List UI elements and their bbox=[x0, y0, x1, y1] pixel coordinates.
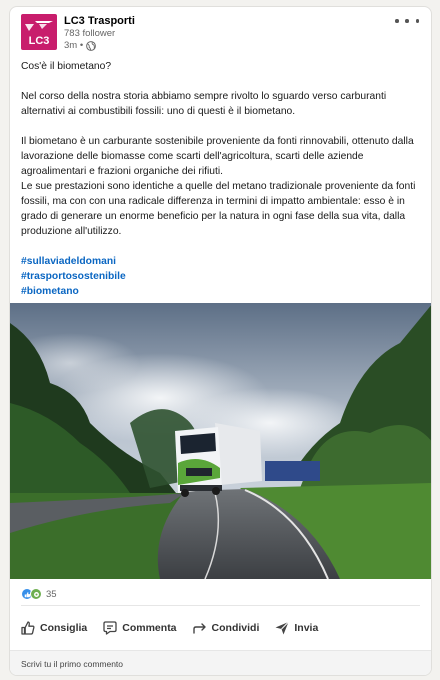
action-bar bbox=[18, 617, 331, 639]
dot-icon bbox=[416, 19, 420, 23]
post-paragraph: Nel corso della nostra storia abbiamo sempre rivolto lo sguardo verso carburanti alternativi ai combustibili fossili: uno di questi è il biometano. bbox=[21, 91, 387, 117]
follower-count: 783 follower bbox=[64, 28, 116, 39]
truck-on-road-photo bbox=[10, 303, 432, 579]
post-question: Cos'è il biometano? bbox=[21, 61, 112, 72]
post-card bbox=[9, 6, 432, 676]
post-body bbox=[21, 59, 421, 299]
lc3-logo-mark bbox=[21, 14, 57, 50]
post-paragraph: Il biometano è un carburante sostenibile proveniente da fonti rinnovabili, ottenuto dalla lavorazione delle biomasse come scarti dell'agricoltura, scarti delle aziende agroalimentari e frazioni organiche dei rifiuti. bbox=[21, 136, 414, 177]
send-label: Invia bbox=[294, 622, 319, 634]
post-meta bbox=[64, 40, 96, 51]
send-plane-icon bbox=[274, 620, 290, 636]
post-header bbox=[21, 14, 421, 54]
logo-lettering: LC3 bbox=[28, 35, 50, 47]
hashtag-link[interactable]: #sullaviadeldomani bbox=[21, 256, 116, 267]
thumbs-up-icon bbox=[20, 620, 36, 636]
like-button[interactable] bbox=[18, 618, 89, 638]
comment-icon bbox=[102, 620, 118, 636]
send-button[interactable] bbox=[272, 618, 320, 638]
divider bbox=[21, 605, 420, 606]
like-label: Consiglia bbox=[40, 622, 88, 634]
comment-label: Commenta bbox=[122, 622, 177, 634]
hashtag-link[interactable]: #biometano bbox=[21, 286, 79, 297]
share-arrow-icon bbox=[192, 620, 208, 636]
comment-prompt[interactable] bbox=[10, 650, 431, 676]
post-image[interactable] bbox=[10, 303, 432, 579]
support-icon bbox=[30, 588, 42, 600]
post-paragraph: Le sue prestazioni sono identiche a quelle del metano tradizionale proveniente da fonti fossili, ma con con una radicale differenza in termini di impatto ambientale: esso è in grado di generare un enorme beneficio per la natura in ogni fase della sua vita, dalla produzione all'utilizzo. bbox=[21, 181, 416, 237]
hashtag-link[interactable]: #trasportosostenibile bbox=[21, 271, 126, 282]
reaction-summary[interactable] bbox=[21, 587, 57, 601]
share-label: Condividi bbox=[211, 622, 260, 634]
dot-icon bbox=[395, 19, 399, 23]
share-button[interactable] bbox=[190, 618, 262, 638]
comment-button[interactable] bbox=[100, 618, 178, 638]
globe-icon bbox=[86, 41, 96, 51]
more-options-button[interactable] bbox=[395, 14, 419, 28]
company-logo[interactable] bbox=[21, 14, 57, 50]
post-time: 3m • bbox=[64, 40, 84, 51]
dot-icon bbox=[405, 19, 409, 23]
author-name[interactable]: LC3 Trasporti bbox=[64, 15, 135, 27]
reaction-count[interactable]: 35 bbox=[46, 588, 57, 600]
comment-placeholder[interactable]: Scrivi tu il primo commento bbox=[21, 659, 124, 669]
